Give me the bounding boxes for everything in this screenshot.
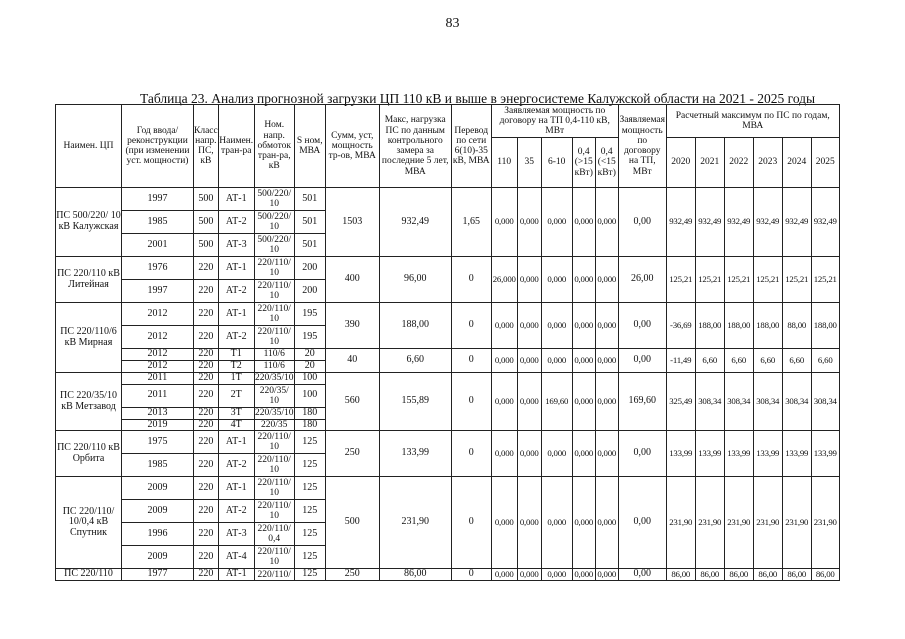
declared-total: 0,00 [618, 188, 666, 257]
winding-voltage: 500/220/ 10 [254, 211, 294, 234]
voltage-class: 220 [194, 454, 219, 477]
voltage-class: 220 [194, 326, 219, 349]
voltage-class: 220 [194, 361, 219, 373]
declared-value: 0,000 [572, 303, 595, 349]
nominal-power: 125 [294, 500, 325, 523]
voltage-class: 220 [194, 546, 219, 569]
table-row [56, 569, 840, 581]
forecast-load-table [55, 104, 840, 581]
nominal-power: 501 [294, 211, 325, 234]
nominal-power: 200 [294, 257, 325, 280]
substation-name: ПС 220/110 кВ Литейная [56, 257, 122, 303]
declared-value: 0,000 [541, 349, 572, 373]
forecast-value: 308,34 [782, 373, 811, 431]
transformer-name: АТ-1 [218, 477, 254, 500]
forecast-value: 133,99 [782, 431, 811, 477]
transformer-name: АТ-1 [218, 257, 254, 280]
transfer-value: 0 [451, 349, 491, 373]
declared-value: 0,000 [491, 303, 517, 349]
declared-value: 0,000 [541, 477, 572, 569]
declared-value: 0,000 [595, 569, 618, 581]
transfer-value: 1,65 [451, 188, 491, 257]
commission-year: 2011 [122, 373, 194, 385]
voltage-class: 500 [194, 211, 219, 234]
voltage-class: 500 [194, 234, 219, 257]
table-row [56, 188, 840, 211]
declared-value: 0,000 [517, 373, 541, 431]
voltage-class: 220 [194, 373, 219, 385]
winding-voltage: 500/220/ 10 [254, 234, 294, 257]
winding-voltage: 220/110/ 10 [254, 257, 294, 280]
sum-capacity: 500 [325, 477, 379, 569]
forecast-value: 133,99 [666, 431, 695, 477]
table-caption: Таблица 23. Анализ прогнозной загрузки ЦП 110 кВ и выше в энергосистеме Калужской области на 2021 - 2025 годы [140, 91, 816, 106]
header-year-2025: 2025 [811, 138, 839, 188]
declared-value: 169,60 [541, 373, 572, 431]
header-year-2024: 2024 [782, 138, 811, 188]
winding-voltage: 220/35/10 [254, 408, 294, 419]
forecast-value: 133,99 [753, 431, 782, 477]
transfer-value: 0 [451, 303, 491, 349]
nominal-power: 195 [294, 326, 325, 349]
winding-voltage: 220/110/ 10 [254, 326, 294, 349]
voltage-class: 500 [194, 188, 219, 211]
forecast-value: 133,99 [811, 431, 839, 477]
forecast-value: 231,90 [695, 477, 724, 569]
declared-value: 0,000 [572, 257, 595, 303]
nominal-power: 180 [294, 407, 325, 419]
nominal-power: 125 [294, 546, 325, 569]
forecast-value: -36,69 [666, 303, 695, 349]
forecast-value: 231,90 [724, 477, 753, 569]
table-row [56, 257, 840, 280]
table-row [56, 303, 840, 326]
max-load: 96,00 [379, 257, 451, 303]
commission-year: 2013 [122, 407, 194, 419]
declared-value: 0,000 [491, 477, 517, 569]
page-number: 83 [445, 16, 460, 31]
forecast-value: 86,00 [724, 569, 753, 581]
header-year-2023: 2023 [753, 138, 782, 188]
substation-name: ПС 220/110 кВ Орбита [56, 431, 122, 477]
voltage-class: 220 [194, 257, 219, 280]
nominal-power: 125 [294, 454, 325, 477]
declared-value: 0,000 [517, 257, 541, 303]
sum-capacity: 1503 [325, 188, 379, 257]
forecast-value: 133,99 [724, 431, 753, 477]
transformer-name: АТ-2 [218, 326, 254, 349]
nominal-power: 501 [294, 234, 325, 257]
commission-year: 2009 [122, 500, 194, 523]
transfer-value: 0 [451, 431, 491, 477]
forecast-value: 6,60 [753, 349, 782, 373]
declared-total: 0,00 [618, 477, 666, 569]
voltage-class: 220 [194, 349, 219, 361]
declared-value: 0,000 [517, 349, 541, 373]
declared-value: 0,000 [595, 431, 618, 477]
max-load: 6,60 [379, 349, 451, 373]
forecast-value: 932,49 [695, 188, 724, 257]
transformer-name: АТ-3 [218, 523, 254, 546]
declared-value: 0,000 [491, 569, 517, 581]
forecast-value: 188,00 [811, 303, 839, 349]
declared-total: 169,60 [618, 373, 666, 431]
transformer-name: 2Т [218, 384, 254, 407]
voltage-class: 220 [194, 431, 219, 454]
forecast-value: 6,60 [695, 349, 724, 373]
header-year-2021: 2021 [695, 138, 724, 188]
transformer-name: 4Т [218, 419, 254, 431]
header-nominal-voltage: Ном. напр. обмоток тран-ра, кВ [254, 105, 294, 188]
header-year: Год ввода/ реконструкции (при изменении уст. мощности) [122, 105, 194, 188]
header-max-load: Макс, нагрузка ПС по данным контрольного замера за последние 5 лет, МВА [379, 105, 451, 188]
forecast-value: 86,00 [782, 569, 811, 581]
transfer-value: 0 [451, 569, 491, 581]
forecast-value: 86,00 [666, 569, 695, 581]
commission-year: 2009 [122, 546, 194, 569]
declared-value: 0,000 [572, 188, 595, 257]
winding-voltage: 220/110/ 0,4 [254, 523, 294, 546]
substation-name: ПС 500/220/ 10 кВ Калужская [56, 188, 122, 257]
forecast-value: 86,00 [695, 569, 724, 581]
forecast-value: 325,49 [666, 373, 695, 431]
declared-value: 0,000 [541, 188, 572, 257]
commission-year: 2001 [122, 234, 194, 257]
commission-year: 2012 [122, 361, 194, 373]
voltage-class: 220 [194, 280, 219, 303]
nominal-power: 20 [294, 349, 325, 361]
voltage-class: 220 [194, 500, 219, 523]
commission-year: 2012 [122, 349, 194, 361]
forecast-value: 231,90 [666, 477, 695, 569]
substation-name: ПС 220/35/10 кВ Метзавод [56, 373, 122, 431]
commission-year: 1976 [122, 257, 194, 280]
transfer-value: 0 [451, 373, 491, 431]
forecast-value: 932,49 [724, 188, 753, 257]
declared-value: 0,000 [541, 569, 572, 581]
nominal-power: 180 [294, 419, 325, 431]
transformer-name: АТ-4 [218, 546, 254, 569]
forecast-value: 308,34 [811, 373, 839, 431]
transformer-name: 3Т [218, 407, 254, 419]
header-name: Наимен. ЦП [56, 105, 122, 188]
transformer-name: АТ-2 [218, 500, 254, 523]
forecast-value: 188,00 [724, 303, 753, 349]
nominal-power: 100 [294, 384, 325, 407]
voltage-class: 220 [194, 523, 219, 546]
declared-total: 0,00 [618, 569, 666, 581]
declared-value: 0,000 [595, 349, 618, 373]
header-year-2020: 2020 [666, 138, 695, 188]
forecast-value: 932,49 [666, 188, 695, 257]
declared-value: 0,000 [595, 257, 618, 303]
forecast-value: 231,90 [753, 477, 782, 569]
table-row [56, 349, 840, 361]
nominal-power: 501 [294, 188, 325, 211]
transformer-name: АТ-2 [218, 280, 254, 303]
header-s-nominal: S ном, МВА [294, 105, 325, 188]
header-declared-group: Заявляемая мощность по договору на ТП 0,4-110 кВ, МВт [491, 105, 618, 138]
table-row [56, 477, 840, 500]
declared-total: 0,00 [618, 349, 666, 373]
header-declared-04-over15: 0,4 (>15 кВт) [572, 138, 595, 188]
forecast-value: 188,00 [753, 303, 782, 349]
forecast-value: 231,90 [782, 477, 811, 569]
declared-total: 26,00 [618, 257, 666, 303]
nominal-power: 125 [294, 523, 325, 546]
declared-value: 0,000 [517, 188, 541, 257]
winding-voltage: 110/6 [254, 349, 294, 361]
sum-capacity: 250 [325, 569, 379, 581]
voltage-class: 220 [194, 303, 219, 326]
winding-voltage: 220/110/ 10 [254, 454, 294, 477]
winding-voltage: 220/110/ 10 [254, 303, 294, 326]
declared-value: 0,000 [491, 431, 517, 477]
forecast-value: 125,21 [811, 257, 839, 303]
declared-value: 0,000 [572, 349, 595, 373]
voltage-class: 220 [194, 419, 219, 431]
forecast-value: 6,60 [782, 349, 811, 373]
nominal-power: 200 [294, 280, 325, 303]
declared-value: 0,000 [572, 431, 595, 477]
nominal-power: 125 [294, 569, 325, 581]
voltage-class: 220 [194, 384, 219, 407]
forecast-value: 125,21 [782, 257, 811, 303]
substation-name: ПС 220/110/6 кВ Мирная [56, 303, 122, 373]
substation-name: ПС 220/110 [56, 569, 122, 581]
declared-value: 0,000 [595, 303, 618, 349]
declared-value: 0,000 [491, 349, 517, 373]
header-year-2022: 2022 [724, 138, 753, 188]
header-transformer: Наимен. тран-ра [218, 105, 254, 188]
commission-year: 2012 [122, 303, 194, 326]
commission-year: 1977 [122, 569, 194, 581]
sum-capacity: 40 [325, 349, 379, 373]
substation-name: ПС 220/110/ 10/0,4 кВ Спутник [56, 477, 122, 569]
transformer-name: АТ-1 [218, 569, 254, 581]
forecast-value: 932,49 [753, 188, 782, 257]
transformer-name: АТ-2 [218, 454, 254, 477]
forecast-value: 125,21 [724, 257, 753, 303]
winding-voltage: 220/110/ 10 [254, 431, 294, 454]
declared-total: 0,00 [618, 431, 666, 477]
forecast-value: 932,49 [811, 188, 839, 257]
forecast-value: 6,60 [811, 349, 839, 373]
winding-voltage: 220/110/ 10 [254, 477, 294, 500]
winding-voltage: 110/6 [254, 361, 294, 373]
table-row [56, 431, 840, 454]
header-class: Класс напр. ПС, кВ [194, 105, 219, 188]
header-declared-total: Заявляемая мощность по договору на ТП, МВт [618, 105, 666, 188]
voltage-class: 220 [194, 407, 219, 419]
max-load: 188,00 [379, 303, 451, 349]
commission-year: 1997 [122, 280, 194, 303]
forecast-value: 125,21 [695, 257, 724, 303]
forecast-value: 188,00 [695, 303, 724, 349]
forecast-value: 308,34 [724, 373, 753, 431]
declared-value: 0,000 [572, 569, 595, 581]
forecast-value: 133,99 [695, 431, 724, 477]
forecast-value: 86,00 [811, 569, 839, 581]
forecast-value: 308,34 [753, 373, 782, 431]
winding-voltage: 500/220/ 10 [254, 188, 294, 211]
declared-value: 0,000 [517, 477, 541, 569]
declared-value: 0,000 [541, 257, 572, 303]
declared-value: 0,000 [491, 373, 517, 431]
nominal-power: 195 [294, 303, 325, 326]
max-load: 86,00 [379, 569, 451, 581]
forecast-value: -11,49 [666, 349, 695, 373]
nominal-power: 125 [294, 431, 325, 454]
forecast-value: 308,34 [695, 373, 724, 431]
sum-capacity: 560 [325, 373, 379, 431]
forecast-value: 88,00 [782, 303, 811, 349]
commission-year: 2019 [122, 419, 194, 431]
forecast-value: 86,00 [753, 569, 782, 581]
header-sum-capacity: Сумм, уст, мощность тр-ов, МВА [325, 105, 379, 188]
header-declared-35: 35 [517, 138, 541, 188]
header-transfer: Перевод по сети 6(10)-35 кВ, МВА [451, 105, 491, 188]
declared-value: 0,000 [517, 431, 541, 477]
declared-value: 0,000 [517, 303, 541, 349]
transfer-value: 0 [451, 257, 491, 303]
commission-year: 1975 [122, 431, 194, 454]
commission-year: 2012 [122, 326, 194, 349]
winding-voltage: 220/110/ [254, 569, 294, 581]
header-declared-04-under15: 0,4 (<15 кВт) [595, 138, 618, 188]
forecast-value: 125,21 [666, 257, 695, 303]
commission-year: 1997 [122, 188, 194, 211]
forecast-value: 932,49 [782, 188, 811, 257]
commission-year: 1985 [122, 211, 194, 234]
commission-year: 1985 [122, 454, 194, 477]
declared-value: 26,000 [491, 257, 517, 303]
transformer-name: АТ-1 [218, 431, 254, 454]
declared-value: 0,000 [491, 188, 517, 257]
winding-voltage: 220/110/ 10 [254, 500, 294, 523]
voltage-class: 220 [194, 477, 219, 500]
winding-voltage: 220/35/10 [254, 373, 294, 384]
max-load: 133,99 [379, 431, 451, 477]
declared-value: 0,000 [541, 431, 572, 477]
max-load: 932,49 [379, 188, 451, 257]
winding-voltage: 220/35 [254, 419, 294, 431]
winding-voltage: 220/35/ 10 [254, 384, 294, 407]
transformer-name: Т1 [218, 349, 254, 361]
declared-value: 0,000 [572, 477, 595, 569]
commission-year: 2011 [122, 384, 194, 407]
header-declared-110: 110 [491, 138, 517, 188]
nominal-power: 100 [294, 373, 325, 385]
transformer-name: АТ-2 [218, 211, 254, 234]
commission-year: 1996 [122, 523, 194, 546]
forecast-value: 231,90 [811, 477, 839, 569]
forecast-value: 125,21 [753, 257, 782, 303]
transfer-value: 0 [451, 477, 491, 569]
max-load: 155,89 [379, 373, 451, 431]
declared-value: 0,000 [595, 188, 618, 257]
sum-capacity: 400 [325, 257, 379, 303]
declared-value: 0,000 [572, 373, 595, 431]
transformer-name: АТ-1 [218, 188, 254, 211]
winding-voltage: 220/110/ 10 [254, 546, 294, 569]
declared-value: 0,000 [595, 477, 618, 569]
sum-capacity: 390 [325, 303, 379, 349]
declared-total: 0,00 [618, 303, 666, 349]
header-forecast-group: Расчетный максимум по ПС по годам, МВА [666, 105, 839, 138]
sum-capacity: 250 [325, 431, 379, 477]
declared-value: 0,000 [541, 303, 572, 349]
table-row [56, 373, 840, 385]
declared-value: 0,000 [595, 373, 618, 431]
commission-year: 2009 [122, 477, 194, 500]
voltage-class: 220 [194, 569, 219, 581]
transformer-name: АТ-1 [218, 303, 254, 326]
forecast-value: 6,60 [724, 349, 753, 373]
winding-voltage: 220/110/ 10 [254, 280, 294, 303]
header-declared-6-10: 6-10 [541, 138, 572, 188]
nominal-power: 125 [294, 477, 325, 500]
max-load: 231,90 [379, 477, 451, 569]
transformer-name: Т2 [218, 361, 254, 373]
transformer-name: 1Т [218, 373, 254, 385]
declared-value: 0,000 [517, 569, 541, 581]
nominal-power: 20 [294, 361, 325, 373]
transformer-name: АТ-3 [218, 234, 254, 257]
